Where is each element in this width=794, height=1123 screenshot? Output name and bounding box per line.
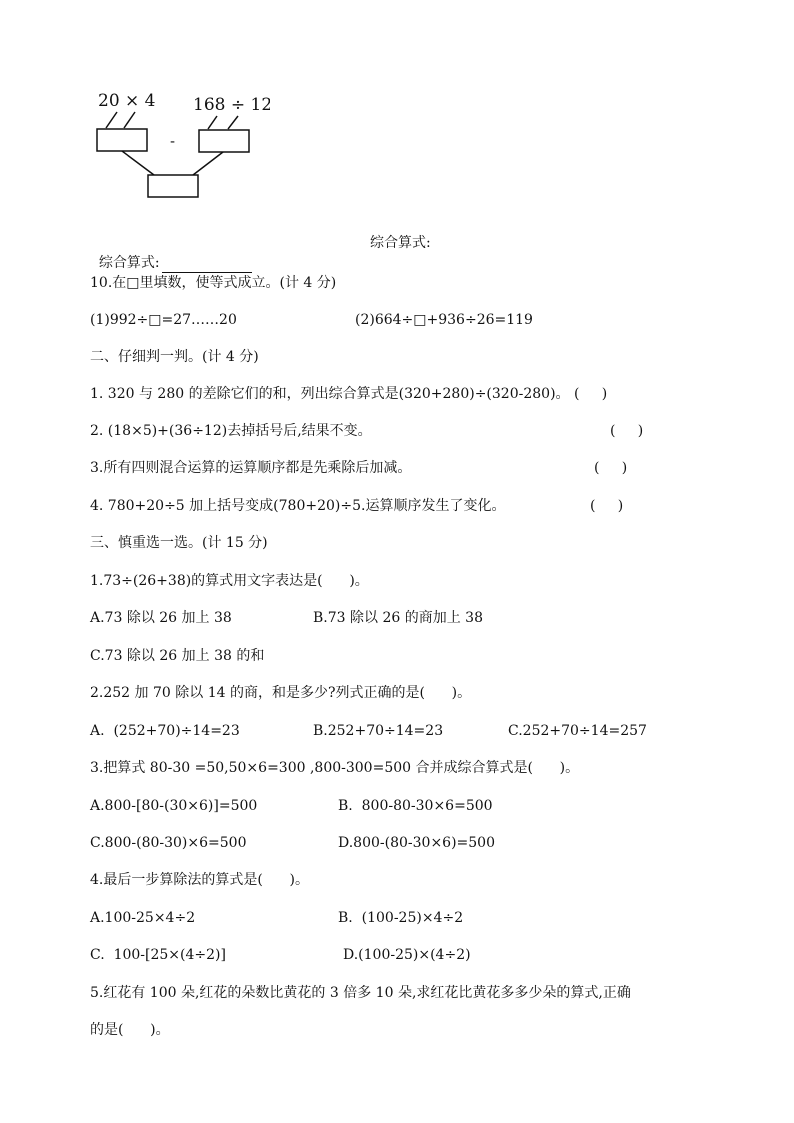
left-expression: 20 × 4 [98, 91, 156, 111]
right-branch-line-1 [208, 116, 217, 129]
choice-q5-stem-line2: 的是( )。 [90, 1022, 170, 1038]
choice-q2-stem: 2.252 加 70 除以 14 的商，和是多少?列式正确的是( )。 [90, 685, 472, 701]
right-merge-line [193, 152, 223, 175]
choice-q1-option-a[interactable]: A.73 除以 26 加上 38 [90, 610, 232, 626]
judge-item-3: 3.所有四则混合运算的运算顺序都是先乘除后加减。 [90, 460, 412, 476]
choice-q3-option-c[interactable]: C.800-(80-30)×6=500 [90, 835, 247, 851]
judge-bracket-4[interactable]: ( ) [590, 498, 624, 514]
q10-title: 10.在□里填数，使等式成立。(计 4 分) [90, 275, 337, 291]
combined-formula-label-left: 综合算式: [98, 255, 160, 271]
left-branch-line-2 [124, 112, 135, 128]
minus-operator: - [170, 134, 176, 150]
judge-item-4: 4. 780+20÷5 加上括号变成(780+20)÷5.运算顺序发生了变化。 [90, 498, 506, 514]
choice-q3-option-d[interactable]: D.800-(80-30×6)=500 [338, 835, 496, 851]
answer-blank[interactable] [162, 257, 252, 273]
choice-q1-option-b[interactable]: B.73 除以 26 的商加上 38 [313, 610, 483, 626]
choice-q4-option-c[interactable]: C. 100-[25×(4÷2)] [90, 947, 226, 963]
judge-bracket-2[interactable]: ( ) [610, 423, 644, 439]
left-branch-line-1 [106, 112, 117, 128]
choice-q2-option-a[interactable]: A. (252+70)÷14=23 [90, 723, 240, 739]
calculation-tree-diagram [90, 88, 270, 203]
choice-q2-option-c[interactable]: C.252+70÷14=257 [508, 723, 647, 739]
choice-q3-option-a[interactable]: A.800-[80-(30×6)]=500 [90, 798, 258, 814]
section3-title: 三、慎重选一选。(计 15 分) [90, 535, 268, 551]
tree-svg [90, 88, 270, 203]
judge-item-2: 2. (18×5)+(36÷12)去掉括号后,结果不变。 [90, 423, 372, 439]
choice-q2-option-b[interactable]: B.252+70÷14=23 [313, 723, 444, 739]
left-merge-line [122, 151, 154, 175]
right-branch-line-2 [228, 116, 238, 129]
choice-q1-option-c[interactable]: C.73 除以 26 加上 38 的和 [90, 648, 265, 664]
choice-q3-stem: 3.把算式 80-30 =50,50×6=300 ,800-300=500 合并成综合算式是( )。 [90, 760, 580, 776]
section2-title: 二、仔细判一判。(计 4 分) [90, 349, 259, 365]
q10-item-1: (1)992÷□=27……20 [90, 312, 237, 328]
combined-formula-row [90, 233, 252, 273]
choice-q4-option-a[interactable]: A.100-25×4÷2 [90, 910, 196, 926]
judge-bracket-3[interactable]: ( ) [594, 460, 628, 476]
left-answer-box[interactable] [97, 129, 147, 151]
choice-q4-option-b[interactable]: B. (100-25)×4÷2 [338, 910, 464, 926]
right-expression: 168 ÷ 12 [193, 95, 270, 115]
choice-q1-stem: 1.73÷(26+38)的算式用文字表达是( )。 [90, 573, 369, 589]
choice-q5-stem-line1: 5.红花有 100 朵,红花的朵数比黄花的 3 倍多 10 朵,求红花比黄花多多少朵的算式,正确 [90, 985, 631, 1001]
combined-formula-label-right: 综合算式: [370, 235, 431, 251]
q10-item-2: (2)664÷□+936÷26=119 [355, 312, 533, 328]
choice-q3-option-b[interactable]: B. 800-80-30×6=500 [338, 798, 493, 814]
choice-q4-stem: 4.最后一步算除法的算式是( )。 [90, 872, 309, 888]
judge-item-1: 1. 320 与 280 的差除它们的和，列出综合算式是(320+280)÷(320-280)。 ( ) [90, 386, 608, 402]
right-answer-box[interactable] [199, 130, 249, 152]
result-box[interactable] [148, 175, 198, 197]
choice-q4-option-d[interactable]: D.(100-25)×(4÷2) [343, 947, 471, 963]
